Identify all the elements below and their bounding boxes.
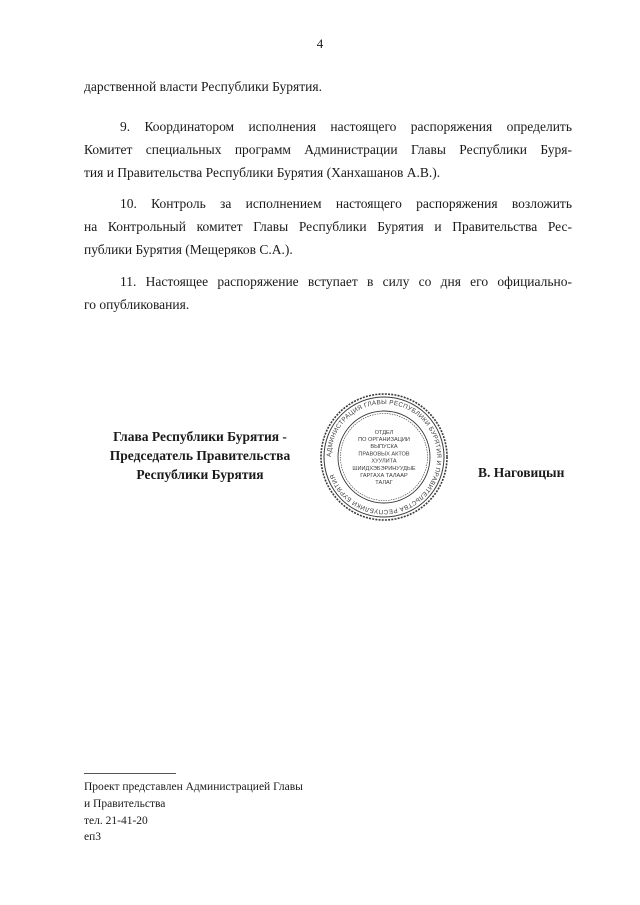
- seal-center-line: ПО ОРГАНИЗАЦИИ: [358, 437, 410, 443]
- seal-center-line: ВЫПУСКА: [370, 444, 398, 451]
- seal-center-line: ХУУЛИТА: [371, 458, 397, 465]
- seal-center-line: ПРАВОВЫХ АКТОВ: [358, 451, 410, 458]
- seal-center-line: ТАЛАГ: [375, 480, 393, 487]
- paragraph-line: 9. Координатором исполнения настоящего распоряжения определить: [120, 119, 572, 134]
- paragraph-item-9: [84, 115, 572, 184]
- paragraph-line: 10. Контроль за исполнением настоящего распоряжения возложить: [120, 196, 572, 211]
- signatory-name: В. Наговицын: [478, 465, 565, 480]
- footnote-line: и Правительства: [84, 798, 166, 810]
- paragraph-line: на Контрольный комитет Главы Республики Бурятия и Правительства Рес-: [84, 219, 572, 234]
- paragraph-continuation: [84, 75, 572, 98]
- paragraph-line: дарственной власти Республики Бурятия.: [84, 79, 322, 94]
- document-code: еп3: [84, 831, 102, 843]
- seal-center-line: ОТДЕЛ: [374, 429, 394, 436]
- paragraph-item-10: [84, 192, 572, 261]
- paragraph-line: го опубликования.: [84, 297, 190, 312]
- paragraph-line: Комитет специальных программ Администрации Главы Республики Буря-: [84, 142, 572, 157]
- paragraph-line: тия и Правительства Республики Бурятия (Ханхашанов А.В.).: [84, 165, 441, 180]
- signatory-title-line: Глава Республики Бурятия -: [113, 429, 287, 444]
- footnote-divider: [84, 773, 176, 774]
- svg-text:АДМИНИСТРАЦИЯ ГЛАВЫ РЕСПУБЛИКИ: АДМИНИСТРАЦИЯ ГЛАВЫ РЕСПУБЛИКИ БУРЯТИЯ И ПРАВИТЕЛЬСТВА РЕСПУБЛИКИ БУРЯТИЯ: [325, 398, 443, 516]
- paragraph-item-11: [84, 270, 572, 316]
- signatory-title: [84, 427, 316, 484]
- footnote: [84, 779, 303, 830]
- seal-center-line: ШИИДХЭБЭРИНУУДЫЕ: [352, 465, 416, 472]
- paragraph-line: 11. Настоящее распоряжение вступает в силу со дня его официально-: [120, 274, 572, 289]
- footnote-line: тел. 21-41-20: [84, 815, 148, 827]
- page-number: 4: [316, 36, 324, 51]
- official-seal: [319, 392, 449, 522]
- paragraph-line: публики Бурятия (Мещеряков С.А.).: [84, 242, 293, 257]
- signatory-title-line: Республики Бурятия: [136, 467, 264, 482]
- seal-center-line: ГАРГАХА ТАЛААР: [360, 473, 408, 479]
- signatory-title-line: Председатель Правительства: [109, 448, 291, 463]
- footnote-line: Проект представлен Администрацией Главы: [84, 781, 303, 793]
